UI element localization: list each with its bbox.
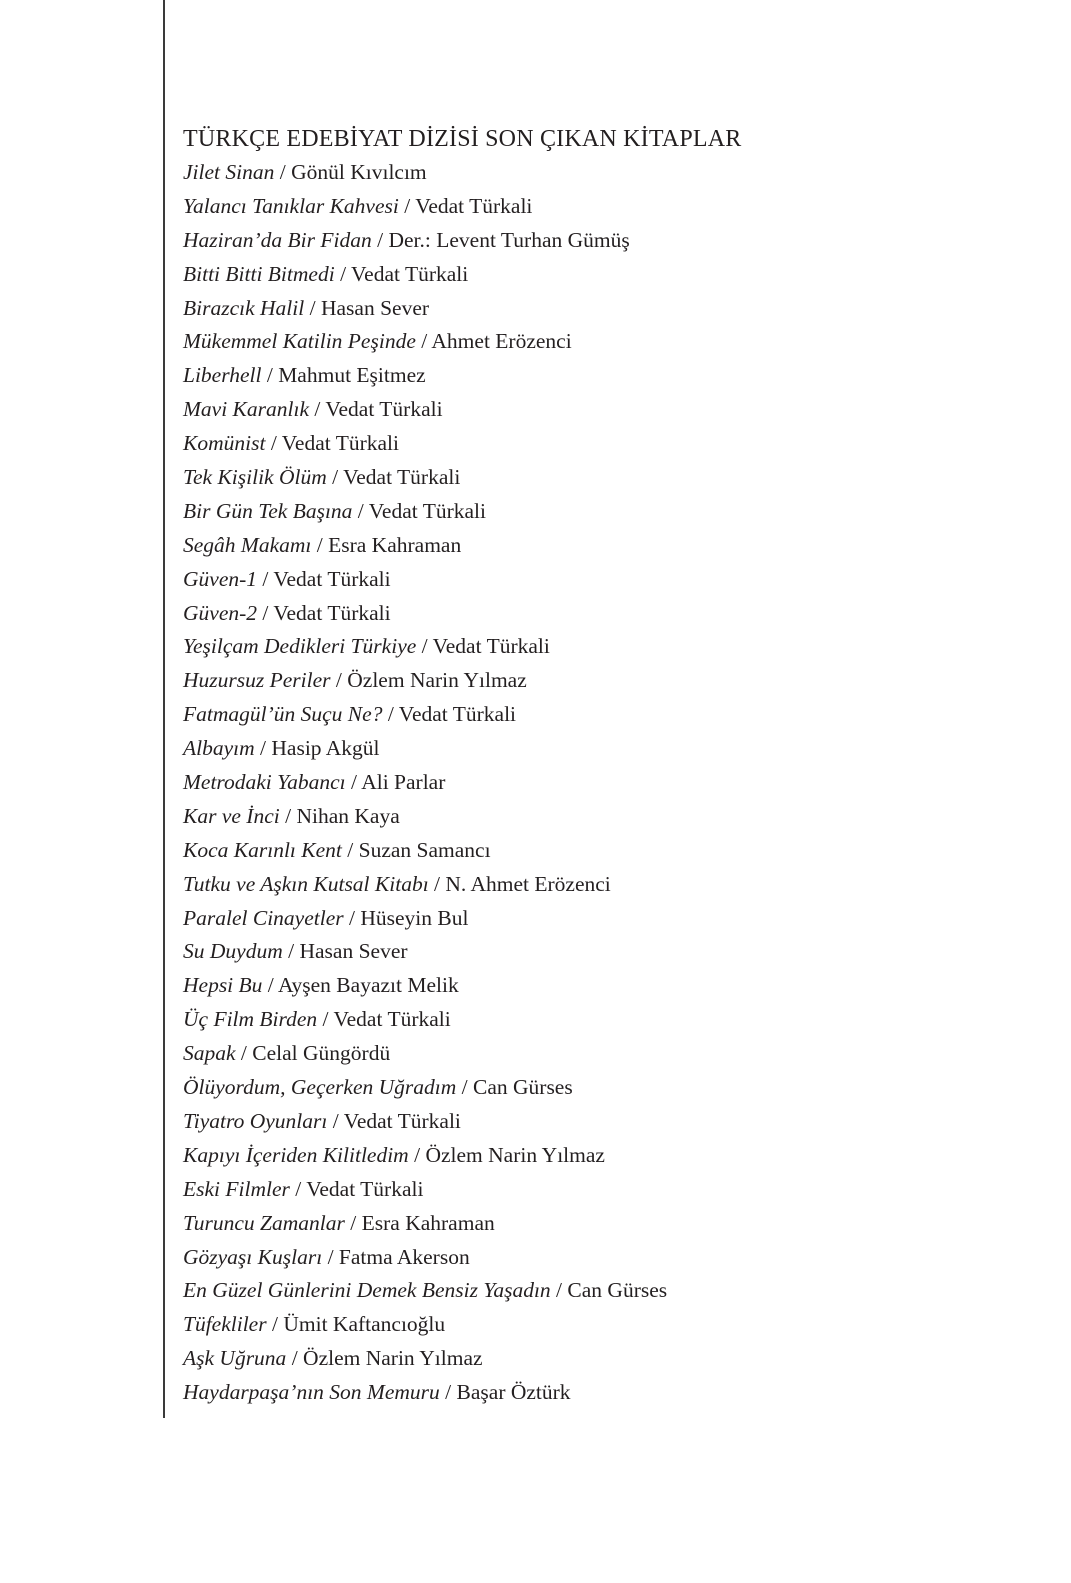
book-row bbox=[183, 1105, 1043, 1139]
title-author-separator: / bbox=[265, 431, 282, 456]
book-author: Ayşen Bayazıt Melik bbox=[277, 973, 459, 998]
book-title: En Güzel Günlerini Demek Bensiz Yaşadın bbox=[183, 1278, 551, 1303]
book-author: Vedat Türkali bbox=[325, 397, 443, 422]
title-author-separator: / bbox=[415, 329, 432, 354]
book-title: Komünist bbox=[183, 431, 266, 456]
book-row bbox=[183, 495, 1043, 529]
book-title: Segâh Makamı bbox=[183, 532, 312, 557]
book-row bbox=[183, 1274, 1043, 1308]
title-author-separator: / bbox=[382, 702, 399, 727]
book-row bbox=[183, 698, 1043, 732]
title-author-separator: / bbox=[416, 634, 433, 659]
book-title: Tüfekliler bbox=[183, 1312, 267, 1337]
book-author: Mahmut Eşitmez bbox=[278, 363, 426, 388]
title-author-separator: / bbox=[317, 1007, 334, 1032]
book-author: Vedat Türkali bbox=[273, 566, 391, 591]
book-title: Mükemmel Katilin Peşinde bbox=[183, 329, 416, 354]
title-author-separator: / bbox=[345, 770, 362, 795]
book-title: Albayım bbox=[183, 736, 255, 761]
title-author-separator: / bbox=[274, 160, 292, 184]
page-margin-rule bbox=[163, 0, 165, 1418]
book-row bbox=[183, 969, 1043, 1003]
title-author-separator: / bbox=[352, 498, 369, 523]
book-author: Vedat Türkali bbox=[398, 702, 517, 727]
book-author: Özlem Narin Yılmaz bbox=[347, 668, 527, 693]
book-row bbox=[183, 1308, 1043, 1342]
book-row bbox=[183, 1241, 1043, 1275]
book-title: Kar ve İnci bbox=[183, 803, 280, 828]
book-title: Güven-2 bbox=[183, 600, 258, 625]
book-title: Haydarpaşa’nın Son Memuru bbox=[183, 1380, 440, 1405]
book-row bbox=[183, 461, 1043, 495]
book-author: Ümit Kaftancıoğlu bbox=[283, 1312, 446, 1337]
book-author: Vedat Türkali bbox=[281, 431, 400, 456]
book-row bbox=[183, 563, 1043, 597]
book-row bbox=[183, 1003, 1043, 1037]
book-author: Ali Parlar bbox=[361, 770, 446, 795]
book-row bbox=[183, 325, 1043, 359]
book-author: Vedat Türkali bbox=[415, 193, 533, 218]
title-author-separator: / bbox=[343, 905, 361, 930]
book-row bbox=[183, 224, 1043, 258]
book-row bbox=[183, 597, 1043, 631]
book-row bbox=[183, 427, 1043, 461]
book-title: Paralel Cinayetler bbox=[183, 905, 344, 930]
title-author-separator: / bbox=[327, 1108, 344, 1133]
book-author: Vedat Türkali bbox=[351, 261, 469, 286]
book-author: N. Ahmet Erözenci bbox=[445, 871, 611, 896]
book-title: Gözyaşı Kuşları bbox=[183, 1244, 323, 1269]
book-title: Haziran’da Bir Fidan bbox=[183, 227, 372, 252]
title-author-separator: / bbox=[439, 1380, 457, 1405]
book-row bbox=[183, 156, 1043, 190]
book-author: Başar Öztürk bbox=[456, 1380, 571, 1405]
book-title: Fatmagül’ün Suçu Ne? bbox=[183, 702, 383, 727]
book-title: Koca Karınlı Kent bbox=[183, 837, 342, 862]
book-row bbox=[183, 935, 1043, 969]
book-author: Can Gürses bbox=[473, 1075, 573, 1100]
book-row bbox=[183, 868, 1043, 902]
book-title: Kapıyı İçeriden Kilitledim bbox=[183, 1142, 409, 1167]
book-row bbox=[183, 902, 1043, 936]
title-author-separator: / bbox=[322, 1244, 339, 1269]
title-author-separator: / bbox=[289, 1176, 307, 1201]
book-author: Esra Kahraman bbox=[328, 532, 462, 557]
book-author: Hasan Sever bbox=[320, 295, 430, 320]
title-author-separator: / bbox=[334, 261, 352, 286]
book-row bbox=[183, 766, 1043, 800]
book-title: Ölüyordum, Geçerken Uğradım bbox=[183, 1075, 457, 1100]
book-title: Üç Film Birden bbox=[183, 1007, 318, 1032]
book-title: Tiyatro Oyunları bbox=[183, 1108, 328, 1133]
book-author: Esra Kahraman bbox=[361, 1210, 495, 1235]
book-row bbox=[183, 664, 1043, 698]
title-author-separator: / bbox=[304, 295, 321, 320]
book-author: Özlem Narin Yılmaz bbox=[303, 1346, 483, 1371]
title-author-separator: / bbox=[254, 736, 272, 761]
title-author-separator: / bbox=[309, 397, 326, 422]
book-author: Suzan Samancı bbox=[358, 837, 491, 862]
book-title: Turuncu Zamanlar bbox=[183, 1210, 345, 1235]
book-row bbox=[183, 1139, 1043, 1173]
book-row bbox=[183, 1342, 1043, 1376]
book-row bbox=[183, 292, 1043, 326]
title-author-separator: / bbox=[266, 1312, 284, 1337]
title-author-separator: / bbox=[341, 837, 359, 862]
book-title: Liberhell bbox=[183, 363, 262, 388]
book-title: Tutku ve Aşkın Kutsal Kitabı bbox=[183, 871, 429, 896]
book-title: Mavi Karanlık bbox=[183, 397, 309, 422]
book-row bbox=[183, 359, 1043, 393]
title-author-separator: / bbox=[456, 1075, 473, 1100]
book-author: Vedat Türkali bbox=[368, 498, 486, 523]
book-row bbox=[183, 630, 1043, 664]
book-author: Der.: Levent Turhan Gümüş bbox=[388, 227, 630, 252]
book-title: Eski Filmler bbox=[183, 1176, 290, 1201]
title-author-separator: / bbox=[371, 227, 389, 252]
book-author: Vedat Türkali bbox=[306, 1176, 424, 1201]
book-row bbox=[183, 732, 1043, 766]
title-author-separator: / bbox=[408, 1142, 426, 1167]
book-title: Bitti Bitti Bitmedi bbox=[183, 261, 335, 286]
book-title: Sapak bbox=[183, 1041, 236, 1066]
book-author: Hüseyin Bul bbox=[360, 905, 469, 930]
book-row bbox=[183, 190, 1043, 224]
book-row bbox=[183, 834, 1043, 868]
list-heading: TÜRKÇE EDEBİYAT DİZİSİ SON ÇIKAN KİTAPLAR bbox=[183, 126, 742, 152]
title-author-separator: / bbox=[286, 1346, 304, 1371]
book-author: Gönül Kıvılcım bbox=[291, 160, 427, 184]
book-author: Vedat Türkali bbox=[273, 600, 391, 625]
title-author-separator: / bbox=[235, 1041, 253, 1066]
book-author: Vedat Türkali bbox=[432, 634, 550, 659]
book-title: Yalancı Tanıklar Kahvesi bbox=[183, 193, 399, 218]
title-author-separator: / bbox=[326, 465, 344, 490]
book-author: Fatma Akerson bbox=[338, 1244, 470, 1269]
title-author-separator: / bbox=[279, 803, 297, 828]
book-title: Jilet Sinan bbox=[183, 160, 275, 184]
book-list bbox=[183, 122, 1043, 1410]
book-row bbox=[183, 1037, 1043, 1071]
books bbox=[183, 156, 1043, 1410]
title-author-separator: / bbox=[262, 973, 278, 998]
book-row bbox=[183, 393, 1043, 427]
book-author: Vedat Türkali bbox=[333, 1007, 451, 1032]
title-author-separator: / bbox=[257, 566, 274, 591]
book-row bbox=[183, 1173, 1043, 1207]
book-row bbox=[183, 1376, 1043, 1410]
book-author: Can Gürses bbox=[567, 1278, 668, 1303]
book-row bbox=[183, 800, 1043, 834]
book-title: Aşk Uğruna bbox=[183, 1346, 287, 1371]
book-title: Tek Kişilik Ölüm bbox=[183, 465, 327, 490]
title-author-separator: / bbox=[344, 1210, 362, 1235]
book-row bbox=[183, 1207, 1043, 1241]
title-author-separator: / bbox=[311, 532, 329, 557]
book-title: Güven-1 bbox=[183, 566, 258, 591]
title-author-separator: / bbox=[550, 1278, 568, 1303]
book-title: Huzursuz Periler bbox=[183, 668, 331, 693]
book-title: Hepsi Bu bbox=[183, 973, 263, 998]
title-author-separator: / bbox=[261, 363, 279, 388]
title-author-separator: / bbox=[428, 871, 446, 896]
book-author: Hasip Akgül bbox=[271, 736, 380, 761]
title-author-separator: / bbox=[398, 193, 416, 218]
book-row bbox=[183, 258, 1043, 292]
book-author: Nihan Kaya bbox=[296, 803, 400, 828]
book-author: Vedat Türkali bbox=[343, 1108, 461, 1133]
book-title: Metrodaki Yabancı bbox=[183, 770, 346, 795]
book-author: Celal Güngördü bbox=[252, 1041, 391, 1066]
title-author-separator: / bbox=[330, 668, 348, 693]
book-title: Bir Gün Tek Başına bbox=[183, 498, 353, 523]
book-row bbox=[183, 1071, 1043, 1105]
title-author-separator: / bbox=[257, 600, 274, 625]
book-title: Su Duydum bbox=[183, 939, 283, 964]
book-title: Birazcık Halil bbox=[183, 295, 305, 320]
book-author: Vedat Türkali bbox=[343, 465, 461, 490]
title-author-separator: / bbox=[282, 939, 300, 964]
book-author: Özlem Narin Yılmaz bbox=[425, 1142, 605, 1167]
book-title: Yeşilçam Dedikleri Türkiye bbox=[183, 634, 417, 659]
book-author: Ahmet Erözenci bbox=[431, 329, 572, 354]
book-row bbox=[183, 529, 1043, 563]
book-author: Hasan Sever bbox=[299, 939, 408, 964]
